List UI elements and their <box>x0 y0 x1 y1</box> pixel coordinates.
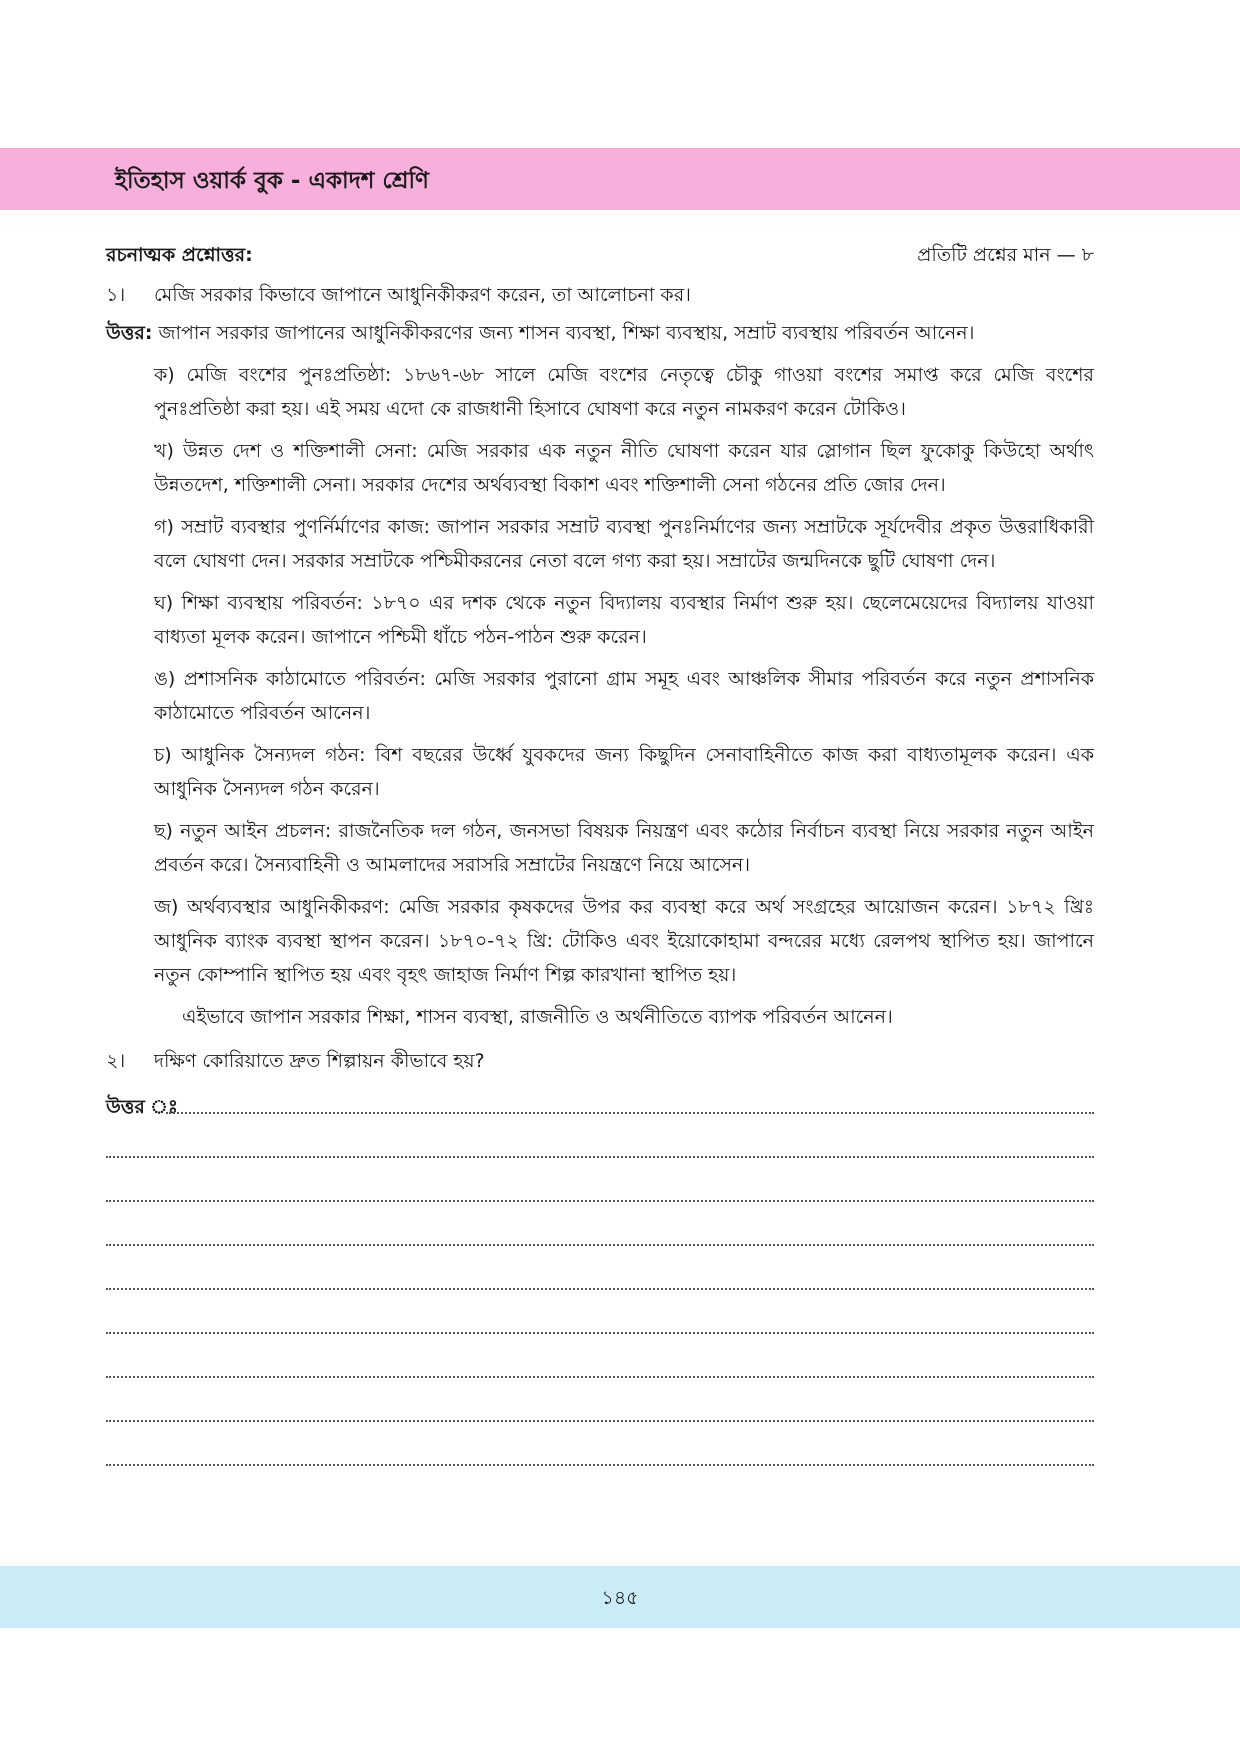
question-text: মেজি সরকার কিভাবে জাপানে আধুনিকীকরণ করেন, তা আলোচনা কর। <box>154 284 691 306</box>
answer-conclusion: এইভাবে জাপান সরকার শিক্ষা, শাসন ব্যবস্থা, রাজনীতি ও অর্থনীতিতে ব্যাপক পরিবর্তন আনেন। <box>182 1006 893 1028</box>
page-header-title: ইতিহাস ওয়ার্ক বুক - একাদশ শ্রেণি <box>115 168 429 194</box>
answer-dotted-line[interactable] <box>106 1126 1094 1170</box>
marks-per-question: প্রতিটি প্রশ্নের মান — ৮ <box>917 244 1094 266</box>
question-text: দক্ষিণ কোরিয়াতে দ্রুত শিল্পায়ন কীভাবে হয়? <box>154 1050 485 1072</box>
answer-dotted-line[interactable] <box>106 1214 1094 1258</box>
answer-point: জ) অর্থব্যবস্থার আধুনিকীকরণ: মেজি সরকার কৃষকদের উপর কর ব্যবস্থা করে অর্থ সংগ্রহের আয়োজন করেন। ১৮৭২ খ্রিঃ আধুনিক ব্যাংক ব্যবস্থা স্থাপন করেন। ১৮৭০-৭২ খ্রি: টোকিও এবং ইয়োকোহামা বন্দরের মধ্যে রেলপথ স্থাপিত হয়। জাপানে নতুন কোম্পানি স্থাপিত হয় এবং বৃহৎ জাহাজ নির্মাণ শিল্প কারখানা স্থাপিত হয়। <box>154 896 1094 986</box>
question-number: ১। <box>106 284 126 306</box>
answer-dotted-line[interactable] <box>106 1170 1094 1214</box>
answer-point: ঙ) প্রশাসনিক কাঠামোতে পরিবর্তন: মেজি সরকার পুরানো গ্রাম সমূহ এবং আঞ্চলিক সীমার পরিবর্তন করে নতুন প্রশাসনিক কাঠামোতে পরিবর্তন আনেন। <box>154 668 1094 724</box>
answer-dotted-line[interactable] <box>106 1082 1094 1126</box>
answer-point: ছ) নতুন আইন প্রচলন: রাজনৈতিক দল গঠন, জনসভা বিষয়ক নিয়ন্ত্রণ এবং কঠোর নির্বাচন ব্যবস্থা নিয়ে সরকার নতুন আইন প্রবর্তন করে। সৈন্যবাহিনী ও আমলাদের সরাসরি সম্রাটের নিয়ন্ত্রণে নিয়ে আসেন। <box>154 820 1094 876</box>
page-number: ১৪৫ <box>601 1587 639 1609</box>
answer-dotted-line[interactable] <box>106 1302 1094 1346</box>
answer-dotted-line[interactable] <box>106 1434 1094 1478</box>
answer-dotted-line[interactable] <box>106 1346 1094 1390</box>
answer-point: ক) মেজি বংশের পুনঃপ্রতিষ্ঠা: ১৮৬৭-৬৮ সালে মেজি বংশের নেতৃত্বে চৌকু গাওয়া বংশের সমাপ্ত করে মেজি বংশের পুনঃপ্রতিষ্ঠা করা হয়। এই সময় এদো কে রাজধানী হিসাবে ঘোষণা করে নতুন নামকরণ করেন টোকিও। <box>154 364 1094 420</box>
question-number: ২। <box>106 1050 126 1072</box>
answer-point: ঘ) শিক্ষা ব্যবস্থায় পরিবর্তন: ১৮৭০ এর দশক থেকে নতুন বিদ্যালয় ব্যবস্থার নির্মাণ শুরু হয়। ছেলেমেয়েদের বিদ্যালয় যাওয়া বাধ্যতা মূলক করেন। জাপানে পশ্চিমী ধাঁচে পঠন-পাঠন শুরু করেন। <box>154 592 1094 648</box>
answer-point: গ) সম্রাট ব্যবস্থার পুণর্নির্মাণের কাজ: জাপান সরকার সম্রাট ব্যবস্থা পুনঃনির্মাণের জন্য সম্রাটকে সূর্যদেবীর প্রকৃত উত্তরাধিকারী বলে ঘোষণা দেন। সরকার সম্রাটকে পশ্চিমীকরনের নেতা বলে গণ্য করা হয়। সম্রাটের জন্মদিনকে ছুটি ঘোষণা দেন। <box>154 516 1094 572</box>
answer-point: চ) আধুনিক সৈন্যদল গঠন: বিশ বছরের উর্ধ্বে যুবকদের জন্য কিছুদিন সেনাবাহিনীতে কাজ করা বাধ্যতামূলক করেন। এক আধুনিক সৈন্যদল গঠন করেন। <box>154 744 1094 800</box>
footer-band <box>0 1566 1240 1628</box>
answer-label: উত্তর: <box>106 322 153 344</box>
answer-intro-text: জাপান সরকার জাপানের আধুনিকীকরণের জন্য শাসন ব্যবস্থা, শিক্ষা ব্যবস্থায়, সম্রাট ব্যবস্থায় পরিবর্তন আনেন। <box>152 322 975 344</box>
answer-point: খ) উন্নত দেশ ও শক্তিশালী সেনা: মেজি সরকার এক নতুন নীতি ঘোষণা করেন যার স্লোগান ছিল ফুকোকু কিউহো অর্থাৎ উন্নতদেশ, শক্তিশালী সেনা। সরকার দেশের অর্থব্যবস্থা বিকাশ এবং শক্তিশালী সেনা গঠনের প্রতি জোর দেন। <box>154 440 1094 496</box>
question-1 <box>106 278 1094 312</box>
section-heading-row <box>106 238 1094 272</box>
answer-1-intro <box>106 316 1094 350</box>
answer-dotted-line[interactable] <box>106 1390 1094 1434</box>
page-content <box>106 238 1094 1478</box>
answer-writing-area[interactable] <box>106 1082 1094 1478</box>
header-band <box>0 148 1240 210</box>
answer-dotted-line[interactable] <box>106 1258 1094 1302</box>
section-label: রচনাত্মক প্রশ্নোত্তর: <box>106 244 253 266</box>
question-2 <box>106 1044 1094 1078</box>
answer-label: উত্তর ঃ <box>106 1096 179 1118</box>
